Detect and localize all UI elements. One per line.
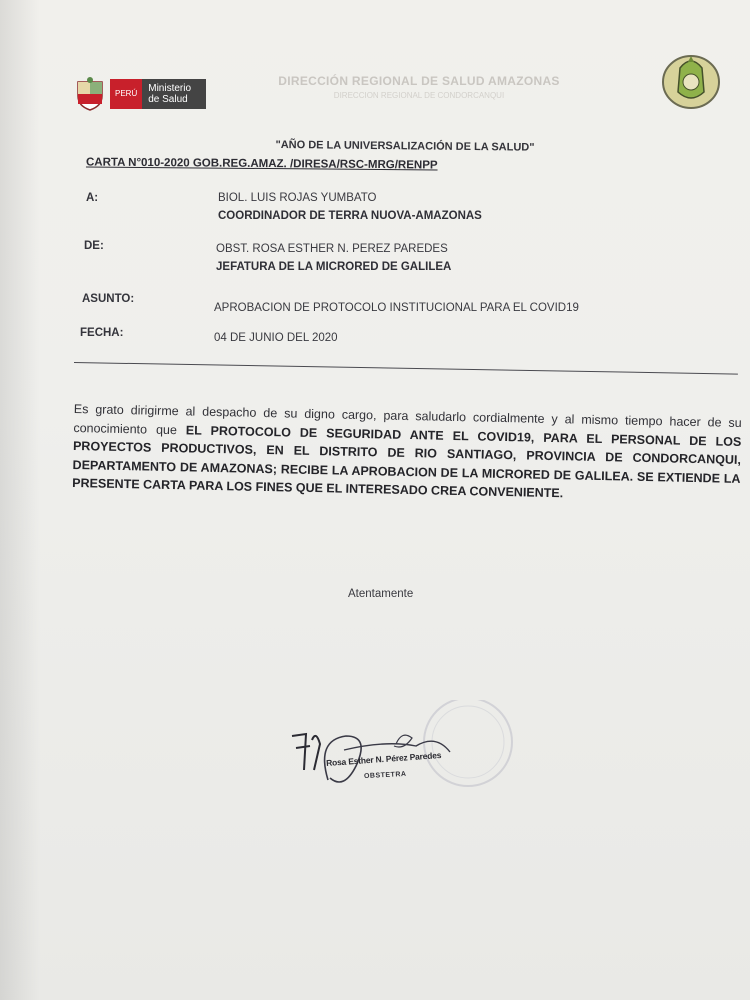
date-label: FECHA:: [80, 327, 124, 339]
page-shadow: [0, 0, 40, 1000]
subject-text: APROBACION DE PROTOCOLO INSTITUCIONAL PARA EL COVID19: [214, 302, 579, 314]
date-text: 04 DE JUNIO DEL 2020: [214, 332, 338, 344]
to-label: A:: [86, 192, 99, 204]
sender-name: OBST. ROSA ESTHER N. PEREZ PAREDES: [216, 243, 448, 255]
peru-shield-icon: [74, 76, 106, 112]
closing-salutation: Atentamente: [348, 588, 414, 600]
body-bold: EL PROTOCOLO DE SEGURIDAD ANTE EL COVID19, PARA EL PERSONAL DE LOS PROYECTOS PRODUCTIVOS, EN EL DISTRITO DE RIO SANTIAGO, PROVINCIA DE CONDORCANQUI, DEPARTAMENTO DE AMAZONAS; RECIBE LA APROBACION DE LA MICRORED DE GALILEA. SE EXTIENDE LA PRESENTE CARTA PARA LOS FINES QUE EL INTERESADO CREA CONVENIENTE.: [72, 422, 742, 501]
subject-label: ASUNTO:: [82, 293, 135, 305]
year-motto: "AÑO DE LA UNIVERSALIZACIÓN DE LA SALUD": [275, 138, 535, 154]
recipient-role: COORDINADOR DE TERRA NUOVA-AMAZONAS: [218, 210, 482, 222]
stamp-role: OBSTETRA: [363, 770, 407, 781]
letterhead: [74, 74, 714, 134]
direction-subtitle: DIRECCION REGIONAL DE CONDORCANQUI: [333, 91, 505, 100]
sender-role: JEFATURA DE LA MICRORED DE GALILEA: [216, 261, 452, 273]
header-divider: [74, 362, 738, 375]
regional-seal-icon: [660, 48, 722, 112]
letter-reference: CARTA N°010-2020 GOB.REG.AMAZ. /DIRESA/RSC-MRG/RENPP: [85, 156, 438, 172]
letter-body: [72, 400, 742, 506]
body-intro: Es grato dirigirme al despacho de su digno cargo, para saludarlo cordialmente y al mismo tiempo hacer de su conocimiento que: [73, 401, 742, 437]
from-label: DE:: [84, 240, 104, 252]
peru-label: PERÚ: [110, 79, 142, 109]
direction-title: DIRECCIÓN REGIONAL DE SALUD AMAZONAS: [278, 74, 560, 88]
stamp-name: Rosa Esther N. Pérez Paredes: [325, 749, 442, 769]
ministry-logo: [74, 74, 214, 114]
ministry-label: Ministerio de Salud: [142, 79, 206, 109]
recipient-name: BIOL. LUIS ROJAS YUMBATO: [218, 192, 377, 204]
